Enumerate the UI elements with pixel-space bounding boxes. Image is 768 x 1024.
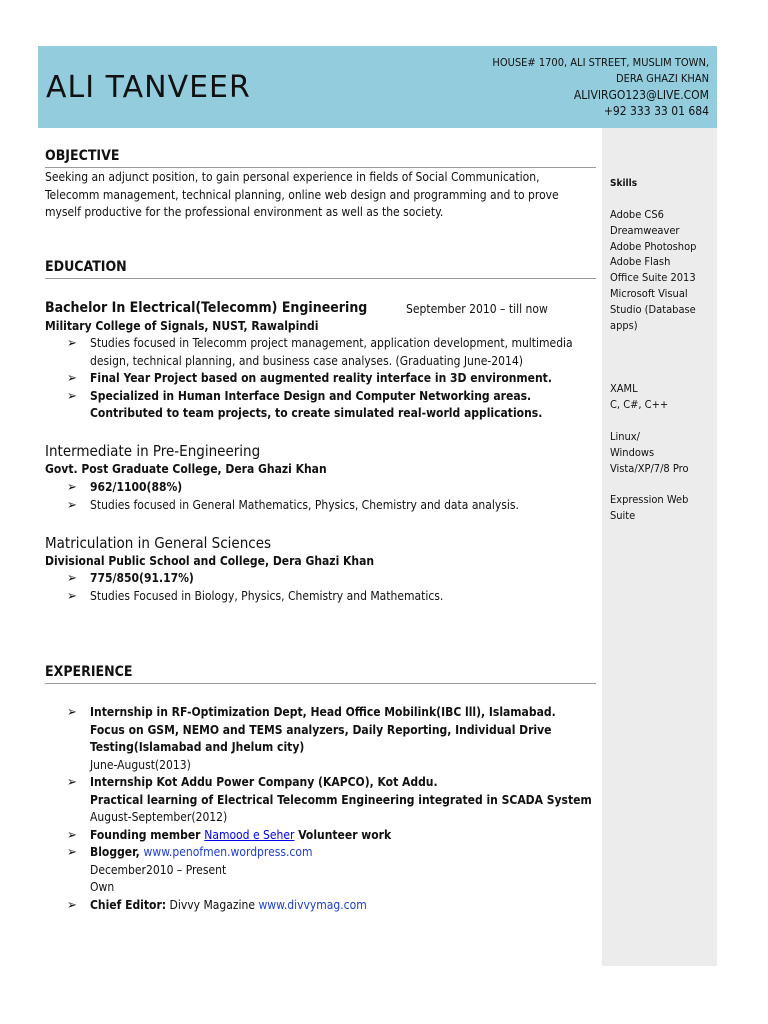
experience-heading: EXPERIENCE [45, 664, 596, 684]
skill-item: Microsoft Visual [610, 286, 688, 300]
address-line-1: HOUSE# 1700, ALI STREET, MUSLIM TOWN, [492, 56, 709, 69]
experience-prefix: Founding member [90, 827, 205, 842]
experience-date: August-September(2012) [90, 810, 228, 824]
bullet-text: Studies Focused in Biology, Physics, Chemistry and Mathematics. [90, 588, 444, 603]
skill-item: Studio (Database [610, 302, 696, 316]
arrowhead-bullet-icon: ➢ [67, 827, 77, 843]
list-item [67, 844, 595, 897]
experience-title: Internship Kot Addu Power Company (KAPCO), Kot Addu. [90, 775, 438, 789]
list-item [67, 588, 595, 606]
bachelor-institution: Military College of Signals, NUST, Rawalpindi [45, 319, 319, 333]
experience-list [67, 704, 595, 914]
intermediate-degree: Intermediate in Pre-Engineering [45, 442, 261, 460]
bullet-text: 775/850(91.17%) [90, 571, 194, 585]
skill-item: Windows [610, 445, 655, 459]
bullet-text: Final Year Project based on augmented reality interface in 3D environment. [90, 371, 552, 385]
list-item [67, 388, 595, 423]
skill-item: Linux/ [610, 430, 640, 443]
skill-item: Dreamweaver [610, 223, 680, 237]
contact-block [492, 55, 709, 119]
list-item [67, 497, 595, 515]
experience-prefix: Blogger, [90, 845, 144, 859]
matric-institution: Divisional Public School and College, Dera Ghazi Khan [45, 554, 375, 568]
namood-e-seher-link[interactable]: Namood e Seher [204, 827, 295, 842]
arrowhead-bullet-icon: ➢ [67, 897, 77, 913]
bullet-text: Specialized in Human Interface Design and Computer Networking areas. Contributed to team projects, to create simulated real-world applications. [90, 388, 543, 420]
arrowhead-bullet-icon: ➢ [67, 775, 77, 790]
experience-detail: Focus on GSM, NEMO and TEMS analyzers, Daily Reporting, Individual Drive Testing(Islamabad and Jhelum city) [90, 722, 552, 754]
arrowhead-bullet-icon: ➢ [67, 388, 77, 404]
experience-date: June-August(2013) [90, 757, 191, 772]
bachelor-degree: Bachelor In Electrical(Telecomm) Engineering [45, 300, 368, 316]
skill-item: Adobe Flash [610, 255, 671, 269]
arrowhead-bullet-icon: ➢ [67, 705, 77, 720]
objective-text: Seeking an adjunct position, to gain personal experience in fields of Social Communication, Telecomm management, technical planning, online web design and programming and to prove myself productive for the professional environment as well as the society. [45, 170, 559, 219]
arrowhead-bullet-icon: ➢ [67, 845, 77, 860]
skill-item: Adobe Photoshop [610, 239, 697, 253]
header-banner [38, 46, 717, 128]
experience-detail: Practical learning of Electrical Telecomm Engineering integrated in SCADA System [90, 792, 592, 807]
skills-group-languages [610, 381, 714, 413]
list-item [67, 570, 595, 588]
list-item [67, 774, 595, 827]
skill-item: Adobe CS6 [610, 208, 664, 221]
skill-item: apps) [610, 318, 638, 332]
intermediate-institution: Govt. Post Graduate College, Dera Ghazi Khan [45, 462, 327, 476]
arrowhead-bullet-icon: ➢ [67, 336, 77, 351]
skill-item: C, C#, C++ [610, 397, 669, 411]
list-item [67, 335, 595, 370]
phone: +92 333 33 01 684 [603, 104, 709, 118]
skills-group-tools [610, 492, 714, 524]
address-line-2: DERA GHAZI KHAN [615, 72, 709, 85]
arrowhead-bullet-icon: ➢ [67, 371, 77, 386]
experience-prefix: Chief Editor: [90, 897, 167, 912]
bachelor-date: September 2010 – till now [406, 302, 548, 316]
bullet-text: Studies focused in Telecomm project management, application development, multimedia design, technical planning, and business case analyses. (Graduating June-2014) [90, 336, 573, 368]
education-heading: EDUCATION [45, 259, 596, 279]
skill-item: Suite [610, 508, 636, 522]
skills-group-software [610, 207, 714, 333]
list-item [67, 827, 595, 845]
list-item [67, 479, 595, 497]
skill-item: Vista/XP/7/8 Pro [610, 461, 689, 475]
matric-degree: Matriculation in General Sciences [45, 534, 272, 552]
experience-detail: Own [90, 880, 115, 894]
skills-group-os [610, 429, 714, 476]
arrowhead-bullet-icon: ➢ [67, 571, 77, 586]
intermediate-bullets [67, 479, 595, 514]
skills-sidebar [602, 128, 717, 966]
list-item [67, 704, 595, 774]
email: ALIVIRGO123@LIVE.COM [573, 88, 709, 102]
divvymag-link[interactable]: www.divvymag.com [258, 897, 367, 912]
arrowhead-bullet-icon: ➢ [67, 588, 77, 604]
arrowhead-bullet-icon: ➢ [67, 480, 77, 495]
applicant-name: ALI TANVEER [46, 70, 251, 105]
bullet-text: Studies focused in General Mathematics, Physics, Chemistry and data analysis. [90, 497, 519, 512]
experience-date: December2010 – Present [90, 862, 227, 877]
matric-bullets [67, 570, 595, 605]
arrowhead-bullet-icon: ➢ [67, 497, 77, 513]
experience-suffix: Volunteer work [294, 827, 392, 842]
skills-title: Skills [610, 178, 638, 189]
objective-heading: OBJECTIVE [45, 148, 596, 168]
list-item [67, 897, 595, 915]
skill-item: XAML [610, 382, 638, 395]
experience-title: Internship in RF-Optimization Dept, Head Office Mobilink(IBC lll), Islamabad. [90, 705, 556, 719]
experience-detail: Divvy Magazine [166, 897, 259, 912]
blog-link[interactable]: www.penofmen.wordpress.com [143, 845, 313, 859]
skill-item: Expression Web [610, 493, 689, 506]
bullet-text: 962/1100(88%) [90, 480, 183, 494]
list-item [67, 370, 595, 388]
skill-item: Office Suite 2013 [610, 271, 696, 285]
bachelor-bullets [67, 335, 595, 423]
